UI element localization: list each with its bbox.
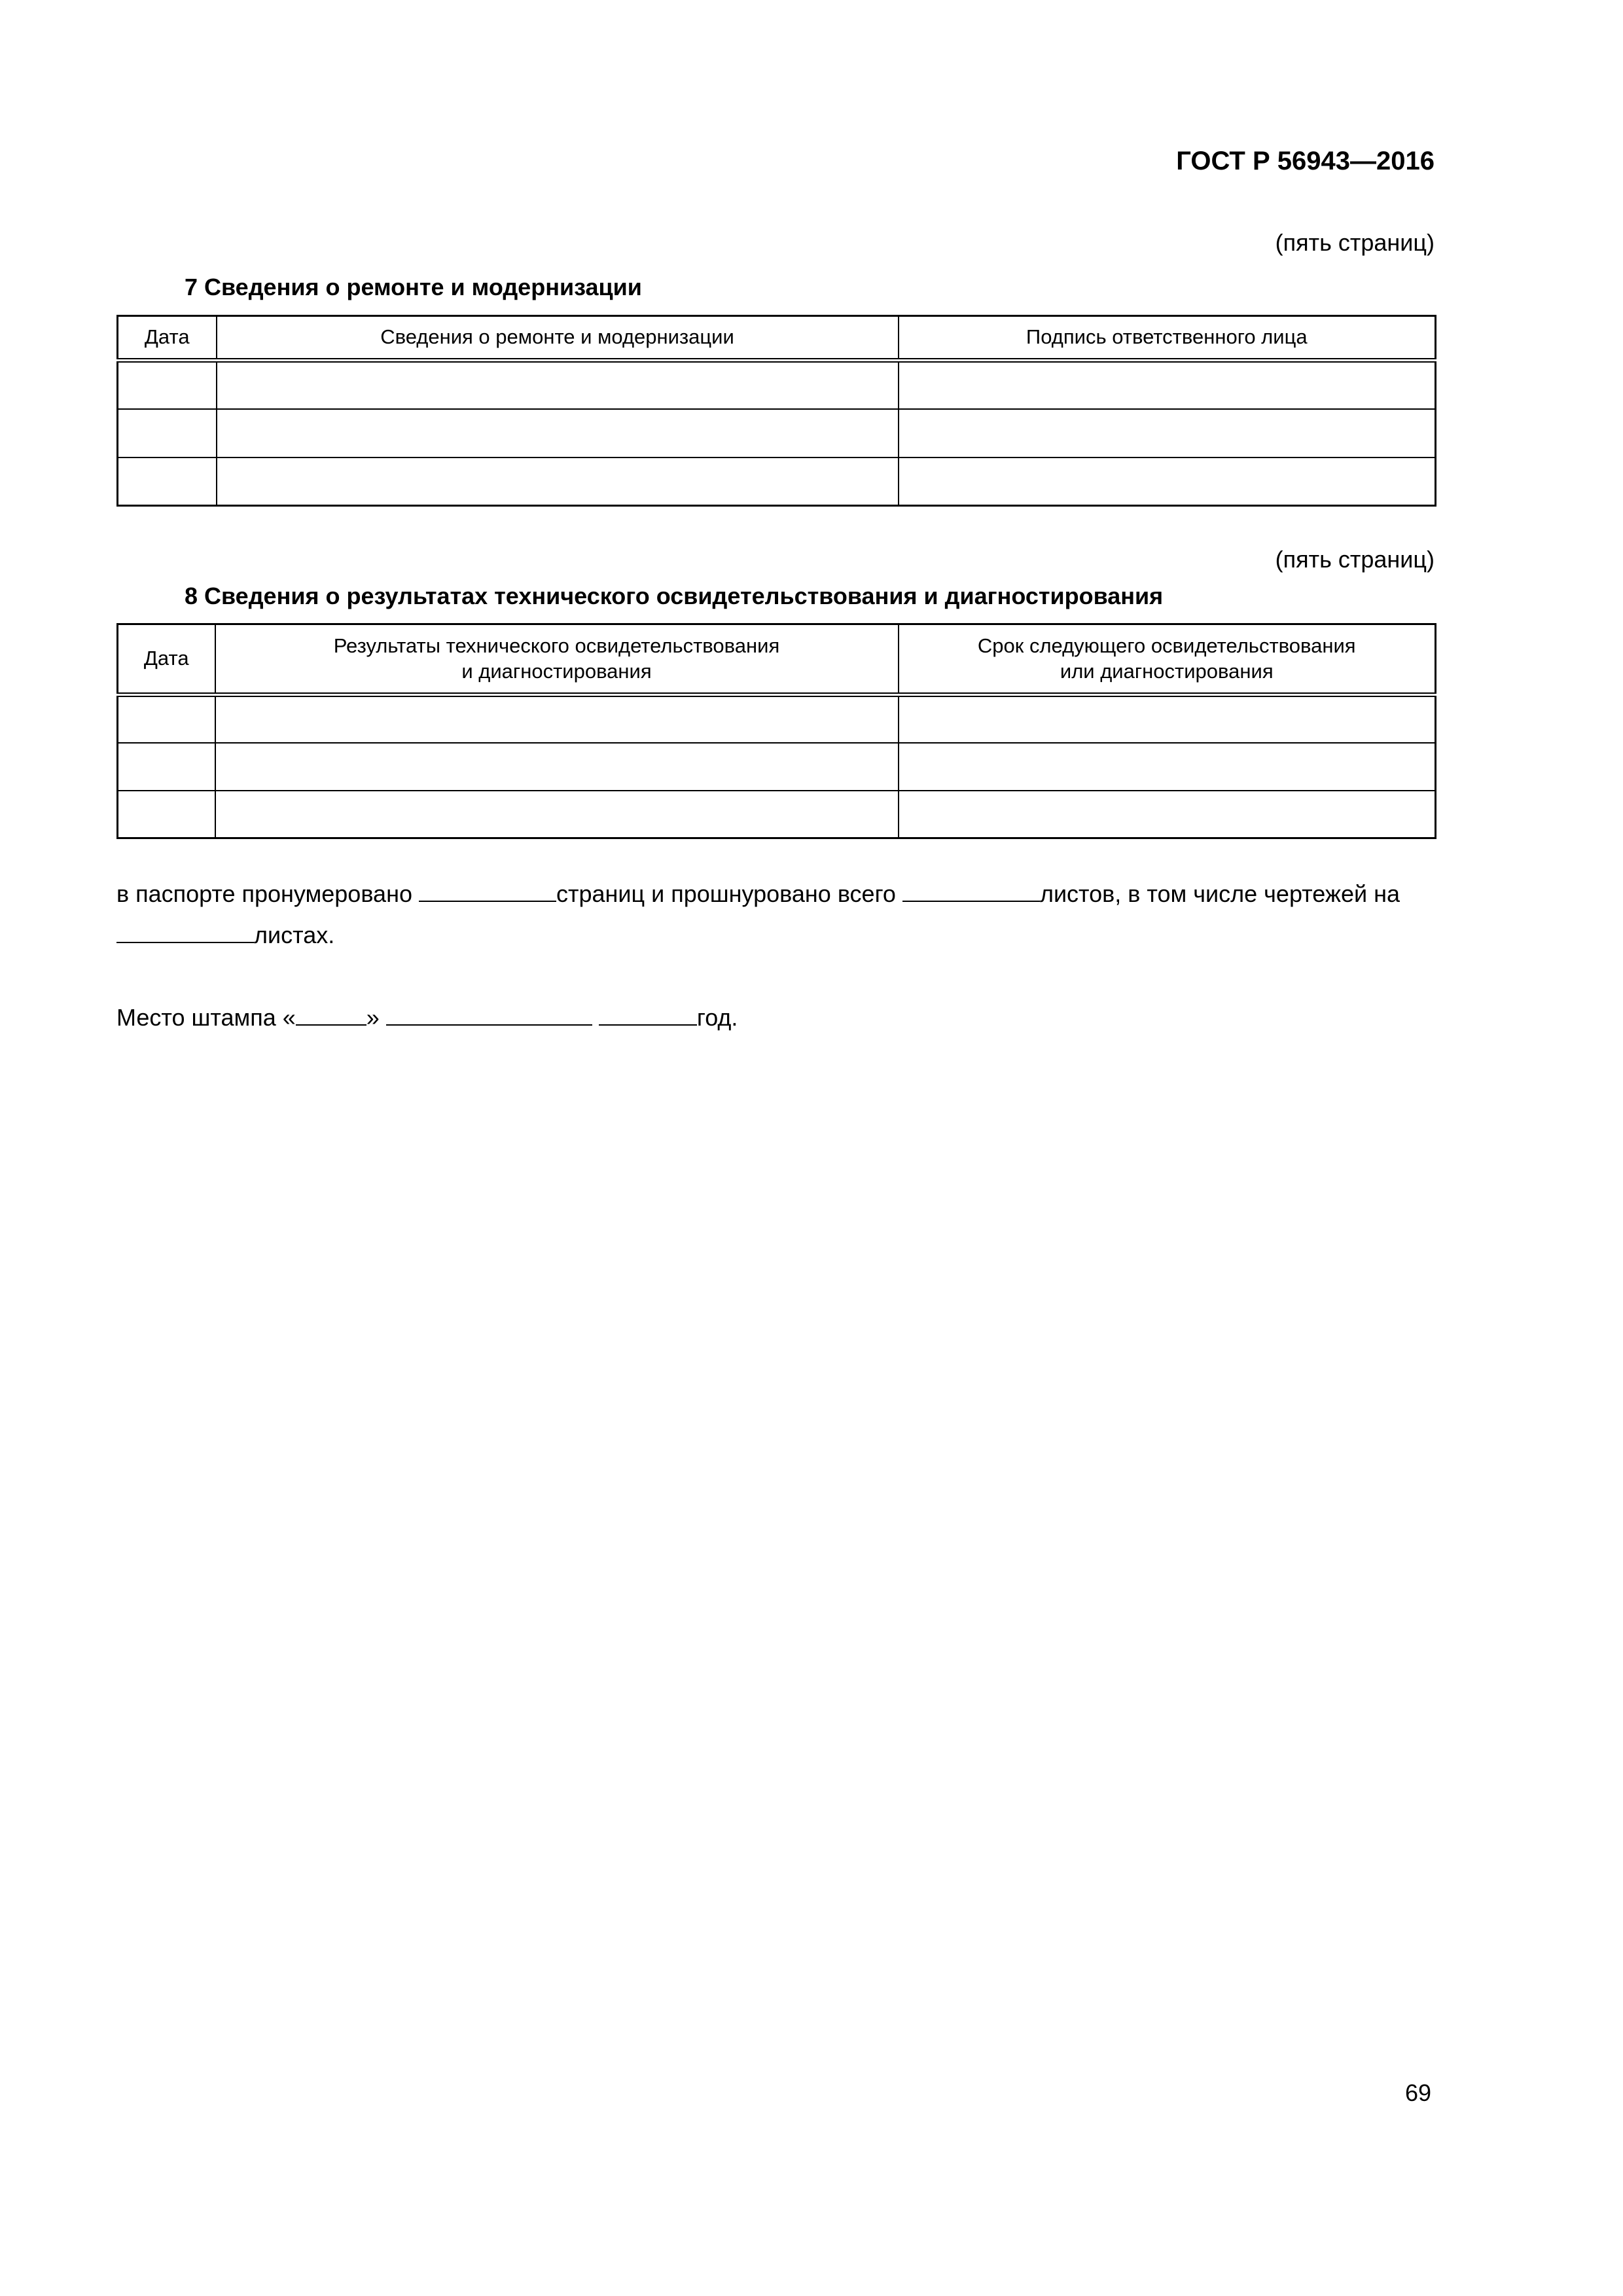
table-header-row (118, 316, 1436, 361)
table-cell[interactable] (118, 791, 215, 838)
stamp-text-3: год. (696, 1004, 738, 1031)
page-number: 69 (1404, 2079, 1431, 2106)
table-cell[interactable] (217, 457, 899, 506)
numbering-text-1: в паспорте пронумеровано (116, 880, 419, 907)
table-cell[interactable] (899, 791, 1436, 838)
column-header-date: Дата (118, 624, 215, 695)
table-cell[interactable] (899, 361, 1436, 409)
table-row (118, 457, 1436, 506)
table-cell[interactable] (217, 409, 899, 457)
table-cell[interactable] (899, 457, 1436, 506)
table-cell[interactable] (118, 743, 215, 791)
table-header-row (118, 624, 1436, 695)
table-row (118, 743, 1436, 791)
table-cell[interactable] (118, 361, 217, 409)
table-cell[interactable] (217, 361, 899, 409)
table-row (118, 409, 1436, 457)
numbering-statement-continued (116, 922, 334, 949)
column-header-date: Дата (118, 316, 217, 361)
table-cell[interactable] (899, 743, 1436, 791)
column-header-inspection-results: Результаты технического освидетельствования и диагностирования (215, 624, 899, 695)
column-header-next-inspection-date: Срок следующего освидетельствования или диагностирования (899, 624, 1436, 695)
document-id: ГОСТ Р 56943—2016 (1176, 147, 1435, 175)
stamp-year-field[interactable] (599, 1005, 697, 1026)
stamp-text-1: Место штампа « (116, 1004, 296, 1031)
drawings-count-field[interactable] (116, 922, 254, 943)
numbering-text-2: страниц и прошнуровано всего (556, 880, 902, 907)
repair-table (116, 315, 1436, 507)
table-cell[interactable] (899, 695, 1436, 743)
pages-count-field[interactable] (419, 881, 556, 902)
numbering-text-4: листах. (254, 922, 335, 948)
column-header-signature: Подпись ответственного лица (899, 316, 1436, 361)
numbering-text-3: листов, в том числе чертежей на (1039, 880, 1400, 907)
sheets-count-field[interactable] (902, 881, 1040, 902)
stamp-day-field[interactable] (296, 1005, 366, 1026)
table-row (118, 361, 1436, 409)
section8-heading: 8 Сведения о результатах технического освидетельствования и диагностирования (185, 583, 1164, 609)
table-cell[interactable] (899, 409, 1436, 457)
section8-pages-note: (пять страниц) (1275, 546, 1435, 573)
stamp-month-field[interactable] (386, 1005, 592, 1026)
table-cell[interactable] (118, 457, 217, 506)
stamp-text-2: » (366, 1004, 380, 1031)
table-cell[interactable] (215, 743, 899, 791)
table-row (118, 695, 1436, 743)
section7-pages-note: (пять страниц) (1275, 229, 1435, 256)
table-cell[interactable] (215, 695, 899, 743)
stamp-line (116, 1004, 738, 1031)
column-header-repair-info: Сведения о ремонте и модернизации (217, 316, 899, 361)
section7-heading: 7 Сведения о ремонте и модернизации (185, 274, 642, 300)
inspection-table (116, 623, 1436, 839)
table-cell[interactable] (215, 791, 899, 838)
table-cell[interactable] (118, 695, 215, 743)
numbering-statement (116, 880, 1435, 908)
table-cell[interactable] (118, 409, 217, 457)
table-row (118, 791, 1436, 838)
